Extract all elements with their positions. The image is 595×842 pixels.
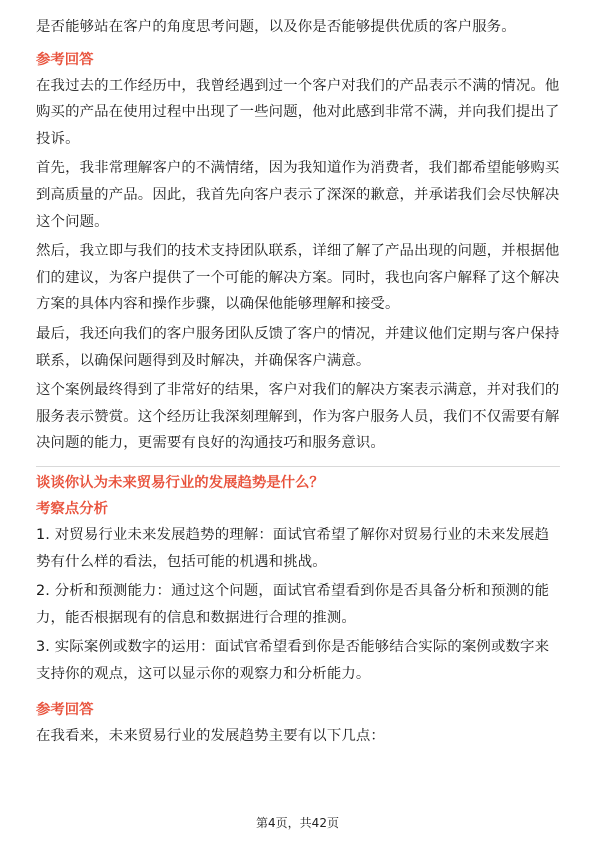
reference-answer-heading: 参考回答 [36,702,94,719]
section-divider [36,466,560,467]
answer-paragraph: 在我看来，未来贸易行业的发展趋势主要有以下几点： [36,728,385,745]
analysis-item: 3. 实际案例或数字的运用：面试官希望看到你是否能够结合实际的案例或数字来支持你的观点，这可以显示你的观察力和分析能力。 [36,639,550,682]
analysis-heading: 考察点分析 [36,500,108,517]
analysis-item: 1. 对贸易行业未来发展趋势的理解：面试官希望了解你对贸易行业的未来发展趋势有什么样的看法，包括可能的机遇和挑战。 [36,526,550,570]
page-number: 第4页，共42页 [256,816,339,830]
reference-answer-heading: 参考回答 [36,51,94,68]
question-heading: 谈谈你认为未来贸易行业的发展趋势是什么？ [36,474,324,491]
answer-paragraph: 在我过去的工作经历中，我曾经遇到过一个客户对我们的产品表示不满的情况。他购买的产品在使用过程中出现了一些问题，他对此感到非常不满，并向我们提出了投诉。 [36,77,560,147]
answer-paragraph: 最后，我还向我们的客户服务团队反馈了客户的情况，并建议他们定期与客户保持联系，以确保问题得到及时解决，并确保客户满意。 [36,325,560,369]
answer-paragraph: 然后，我立即与我们的技术支持团队联系，详细了解了产品出现的问题，并根据他们的建议，为客户提供了一个可能的解决方案。同时，我也向客户解释了这个解决方案的具体内容和操作步骤，以确保他能够理解和接受。 [36,243,560,313]
answer-paragraph: 首先，我非常理解客户的不满情绪，因为我知道作为消费者，我们都希望能够购买到高质量的产品。因此，我首先向客户表示了深深的歉意，并承诺我们会尽快解决这个问题。 [36,160,560,230]
intro-paragraph: 是否能够站在客户的角度思考问题，以及你是否能够提供优质的客户服务。 [36,19,516,35]
answer-paragraph: 这个案例最终得到了非常好的结果，客户对我们的解决方案表示满意，并对我们的服务表示赞赏。这个经历让我深刻理解到，作为客户服务人员，我们不仅需要有解决问题的能力，更需要有良好的沟通技巧和服务意识。 [36,382,560,452]
analysis-item: 2. 分析和预测能力：通过这个问题，面试官希望看到你是否具备分析和预测的能力，能否根据现有的信息和数据进行合理的推测。 [36,583,550,626]
document-body [36,14,560,753]
